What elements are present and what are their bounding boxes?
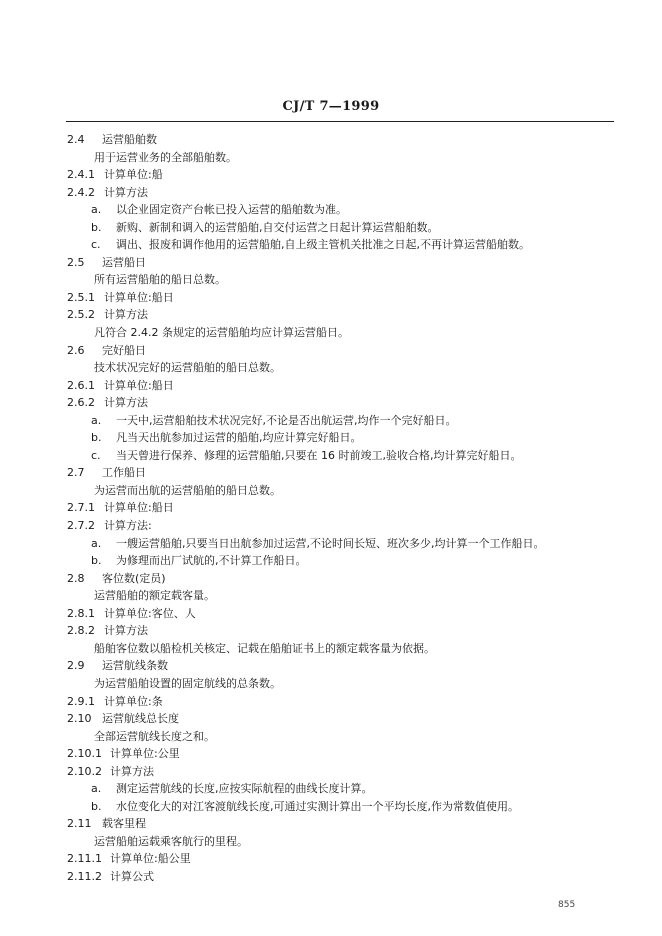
list-item	[0, 429, 662, 447]
line-text: 调出、报废和调作他用的运营船舶,自上级主管机关批准之日起,不再计算运营船舶数。	[116, 238, 530, 252]
line-text: 新购、新制和调入的运营船舶,自交付运营之日起计算运营船舶数。	[116, 220, 439, 234]
line-text: 水位变化大的对江客渡航线长度,可通过实测计算出一个平均长度,作为常数值使用。	[116, 799, 519, 813]
section-number: 2.8.2	[67, 624, 95, 638]
line-text: 一天中,运营船舶技术状况完好,不论是否出航运营,均作一个完好船日。	[116, 413, 457, 427]
section-number: 2.11	[67, 817, 92, 831]
list-marker: a.	[91, 536, 102, 550]
section-title: 完好船日	[102, 343, 146, 357]
section-number: 2.10	[67, 712, 92, 726]
line-text: 一艘运营船舶,只要当日出航参加过运营,不论时间长短、班次多少,均计算一个工作船日。	[116, 536, 545, 550]
section-title: 工作船日	[102, 466, 146, 480]
section-title: 客位数(定员)	[102, 571, 166, 585]
section-number: 2.9.1	[67, 694, 95, 708]
line-text: 凡当天出航参加过运营的船舶,均应计算完好船日。	[116, 431, 362, 445]
section-heading	[0, 342, 662, 360]
list-marker: c.	[91, 238, 101, 252]
section-heading	[0, 693, 662, 711]
section-heading	[0, 763, 662, 781]
line-text: 技术状况完好的运营船舶的船日总数。	[94, 361, 281, 375]
section-number: 2.11.1	[67, 852, 102, 866]
list-item	[0, 219, 662, 237]
section-heading	[0, 289, 662, 307]
section-number: 2.4.2	[67, 185, 95, 199]
list-marker: a.	[91, 203, 102, 217]
list-marker: a.	[91, 413, 102, 427]
section-heading	[0, 166, 662, 184]
line-text: 凡符合 2.4.2 条规定的运营船舶均应计算运营船日。	[94, 326, 349, 340]
paragraph	[0, 149, 662, 167]
section-number: 2.7.2	[67, 519, 95, 533]
section-title: 计算单位:条	[104, 694, 163, 708]
section-number: 2.5.2	[67, 308, 95, 322]
page-number: 855	[558, 900, 576, 910]
paragraph	[0, 271, 662, 289]
section-heading	[0, 184, 662, 202]
section-title: 计算方法	[104, 185, 148, 199]
section-title: 运营船舶数	[102, 133, 157, 146]
line-text: 为运营船舶设置的固定航线的总条数。	[94, 676, 281, 690]
section-heading	[0, 377, 662, 395]
section-title: 计算公式	[110, 869, 154, 883]
list-item	[0, 236, 662, 254]
line-text: 以企业固定资产台帐已投入运营的船舶数为准。	[116, 203, 347, 217]
section-title: 计算单位:船公里	[110, 852, 191, 866]
section-number: 2.6	[67, 343, 85, 357]
list-item	[0, 552, 662, 570]
section-title: 载客里程	[102, 817, 146, 831]
section-title: 运营航线条数	[102, 659, 168, 673]
paragraph	[0, 675, 662, 693]
list-item	[0, 798, 662, 816]
line-text: 所有运营船舶的船日总数。	[94, 273, 226, 287]
line-text: 当天曾进行保养、修理的运营船舶,只要在 16 时前竣工,验收合格,均计算完好船日。	[116, 448, 522, 462]
list-marker: a.	[91, 782, 102, 796]
standard-header: CJ/T 7—1999	[282, 99, 380, 114]
list-item	[0, 412, 662, 430]
list-item	[0, 447, 662, 465]
section-title: 计算方法	[104, 308, 148, 322]
line-text: 船舶客位数以船检机关核定、记载在船舶证书上的额定载客量为依据。	[94, 641, 435, 655]
section-heading	[0, 499, 662, 517]
section-title: 计算方法	[110, 764, 154, 778]
section-heading	[0, 850, 662, 868]
section-number: 2.5	[67, 255, 85, 269]
section-title: 计算单位:公里	[110, 747, 180, 761]
section-title: 运营船日	[102, 255, 146, 269]
list-marker: b.	[91, 431, 102, 445]
paragraph	[0, 359, 662, 377]
section-heading	[0, 254, 662, 272]
section-title: 运营航线总长度	[102, 712, 179, 726]
section-number: 2.8	[67, 571, 85, 585]
list-item	[0, 535, 662, 553]
section-title: 计算单位:船日	[104, 378, 174, 392]
section-title: 计算单位:船	[104, 168, 163, 182]
list-item	[0, 201, 662, 219]
section-title: 计算单位:船日	[104, 290, 174, 304]
paragraph	[0, 728, 662, 746]
section-heading	[0, 306, 662, 324]
section-heading	[0, 394, 662, 412]
section-heading	[0, 570, 662, 588]
section-heading	[0, 622, 662, 640]
section-title: 计算单位:客位、人	[104, 606, 196, 620]
section-title: 计算方法:	[104, 519, 152, 533]
line-text: 测定运营航线的长度,应按实际航程的曲线长度计算。	[116, 782, 373, 796]
section-heading	[0, 868, 662, 886]
section-number: 2.10.1	[67, 747, 102, 761]
section-heading	[0, 605, 662, 623]
section-heading	[0, 464, 662, 482]
section-heading	[0, 745, 662, 763]
list-item	[0, 780, 662, 798]
section-heading	[0, 657, 662, 675]
list-marker: b.	[91, 799, 102, 813]
list-marker: c.	[91, 448, 101, 462]
section-number: 2.11.2	[67, 869, 102, 883]
section-number: 2.7	[67, 466, 85, 480]
line-text: 运营船舶运载乘客航行的里程。	[94, 834, 248, 848]
paragraph	[0, 640, 662, 658]
document-body	[0, 131, 662, 886]
section-number: 2.8.1	[67, 606, 95, 620]
paragraph	[0, 324, 662, 342]
section-heading	[0, 710, 662, 728]
line-text: 为修理而出厂试航的,不计算工作船日。	[116, 554, 307, 568]
section-heading	[0, 517, 662, 535]
line-text: 为运营而出航的运营船舶的船日总数。	[94, 483, 281, 497]
section-number: 2.5.1	[67, 290, 95, 304]
list-marker: b.	[91, 554, 102, 568]
paragraph	[0, 587, 662, 605]
section-title: 计算方法	[104, 396, 148, 410]
paragraph	[0, 833, 662, 851]
section-number: 2.4.1	[67, 168, 95, 182]
section-number: 2.6.2	[67, 396, 95, 410]
section-number: 2.10.2	[67, 764, 102, 778]
section-title: 计算单位:船日	[104, 501, 174, 515]
section-heading	[0, 131, 662, 149]
line-text: 用于运营业务的全部船舶数。	[94, 150, 237, 164]
section-heading	[0, 815, 662, 833]
line-text: 全部运营航线长度之和。	[94, 729, 215, 743]
section-number: 2.9	[67, 659, 85, 673]
line-text: 运营船舶的额定载客量。	[94, 589, 215, 603]
list-marker: b.	[91, 220, 102, 234]
header-rule	[66, 121, 614, 122]
section-title: 计算方法	[104, 624, 148, 638]
section-number: 2.4	[67, 133, 85, 146]
section-number: 2.6.1	[67, 378, 95, 392]
section-number: 2.7.1	[67, 501, 95, 515]
paragraph	[0, 482, 662, 500]
